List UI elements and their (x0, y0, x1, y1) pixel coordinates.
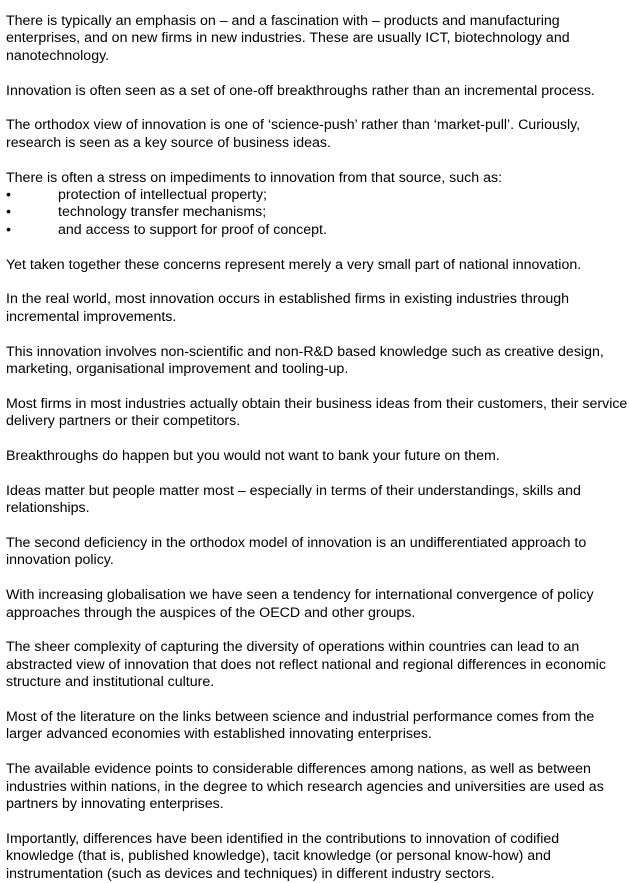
paragraph-breakthroughs: Innovation is often seen as a set of one-off breakthroughs rather than an incremental process. (6, 82, 595, 99)
paragraph-people-matter: Ideas matter but people matter most – especially in terms of their understandings, skills and relationships. (6, 482, 581, 517)
paragraph-globalisation: With increasing globalisation we have seen a tendency for international convergence of policy approaches through the auspices of the OECD and other groups. (6, 587, 594, 621)
list-item-text: technology transfer mechanisms; (58, 204, 267, 221)
paragraph-evidence: The available evidence points to considerable differences among nations, as well as between industries within nations, in the degree to which research agencies and universities are used as partners by innovating enterprises. (6, 761, 604, 813)
bullet-icon: • (6, 221, 11, 238)
paragraph-small-part: Yet taken together these concerns represent merely a very small part of national innovation. (6, 256, 582, 273)
impediments-list (6, 187, 629, 239)
paragraph-non-scientific: This innovation involves non-scientific and non-R&D based knowledge such as creative design, marketing, organisational improvement and tooling-up. (6, 343, 604, 378)
list-item-text: and access to support for proof of concept. (58, 221, 327, 238)
paragraph-business-ideas: Most firms in most industries actually obtain their business ideas from their customers, their service delivery partners or their competitors. (6, 395, 628, 430)
paragraph-emphasis-products: There is typically an emphasis on – and a fascination with – products and manufacturing enterprises, and on new firms in new industries. These are usually ICT, biotechnology and nanotechnology. (6, 13, 570, 64)
paragraph-second-deficiency: The second deficiency in the orthodox model of innovation is an undifferentiated approach to innovation policy. (6, 535, 587, 569)
list-item (6, 187, 629, 204)
bullet-icon: • (6, 204, 11, 221)
list-item-text: protection of intellectual property; (58, 187, 267, 204)
bullet-icon: • (6, 187, 11, 204)
paragraph-impediments: There is often a stress on impediments to innovation from that source, such as: (6, 169, 503, 186)
paragraph-codified-knowledge: Importantly, differences have been identified in the contributions to innovation of codified knowledge (that is, published knowledge), tacit knowledge (or personal know-how) and instrumentation (such as devices and techniques) in different industry sectors. (6, 830, 560, 882)
paragraph-literature: Most of the literature on the links between science and industrial performance comes from the larger advanced economies with established innovating enterprises. (6, 709, 595, 743)
list-item (6, 222, 629, 239)
paragraph-real-world: In the real world, most innovation occurs in established firms in existing industries through incremental improvements. (6, 291, 570, 325)
paragraph-bank-future: Breakthroughs do happen but you would not want to bank your future on them. (6, 448, 500, 465)
list-item (6, 204, 629, 221)
paragraph-science-push: The orthodox view of innovation is one of ‘science-push’ rather than ‘market-pull’. Curiously, research is seen as a key source of business ideas. (6, 117, 581, 151)
paragraph-complexity: The sheer complexity of capturing the diversity of operations within countries can lead to an abstracted view of innovation that does not reflect national and regional differences in economic structure and institutional culture. (6, 639, 606, 691)
